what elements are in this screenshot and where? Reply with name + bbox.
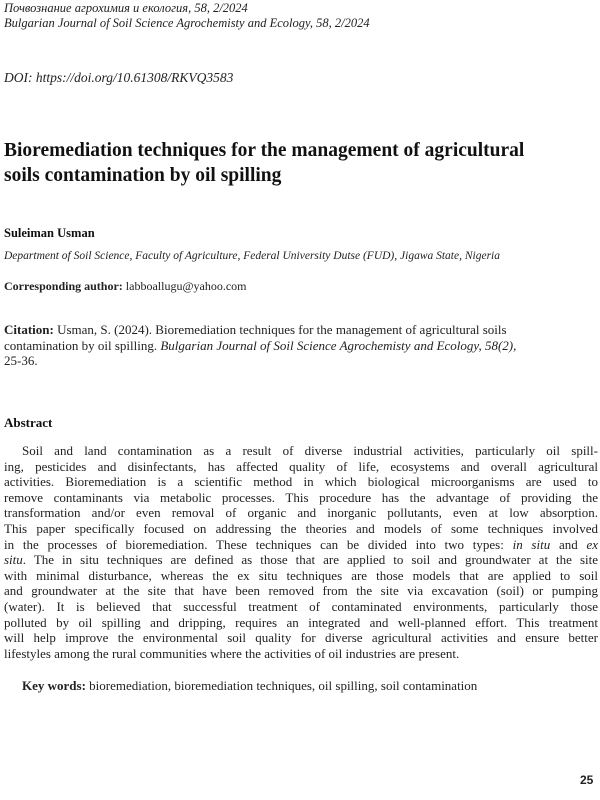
doi-link[interactable]: DOI: https://doi.org/10.61308/RKVQ3583 — [4, 70, 234, 85]
abstract-term: in situ — [512, 536, 551, 552]
abstract-line: Soil and land contamination as a result of diverse industrial activities, particularly oil spill- — [22, 443, 598, 458]
citation-text: Usman, S. (2024). Bioremediation techniques for the management of agricultural soils — [57, 322, 507, 337]
abstract-heading: Abstract — [4, 415, 53, 430]
citation-volume: 58(2), — [484, 337, 517, 353]
author-affiliation: Department of Soil Science, Faculty of Agriculture, Federal University Dutse (FUD), Jigawa State, Nigeria — [4, 250, 500, 262]
abstract-line: polluted by oil spilling and dripping, requires an integrated and well-planned effort. This treatment — [4, 614, 598, 630]
citation-line: 25-36. — [4, 353, 38, 368]
abstract-text: . The in situ techniques are defined as those that are applied to soil and groundwater at the site — [22, 552, 598, 568]
citation-text: contamination by oil spilling. — [4, 337, 158, 353]
abstract-text: in the processes of bioremediation. These techniques can be divided into two types: — [4, 536, 504, 552]
abstract-line — [4, 537, 598, 553]
abstract-line: (water). It is believed that successful treatment of contaminated environments, particularly those — [4, 598, 598, 614]
abstract-term: ex — [586, 536, 598, 552]
journal-name-bulgarian: Почвознание агрохимия и екология, 58, 2/2024 — [4, 1, 248, 15]
abstract-term: situ — [4, 552, 23, 568]
citation-journal: Bulgarian Journal of Soil Science Agrochemisty and Ecology, — [160, 337, 482, 353]
title-line: soils contamination by oil spilling — [4, 165, 282, 186]
citation-line — [4, 322, 600, 338]
article-title — [4, 138, 600, 188]
keywords-text: bioremediation, bioremediation techniques, oil spilling, soil contamination — [89, 678, 478, 693]
abstract-line: activities. Bioremediation is a scientific method in which biological microorganisms are used to — [4, 474, 598, 490]
abstract-line: remove contaminants via metabolic processes. This procedure has the advantage of providing the — [4, 489, 598, 505]
corresponding-author — [4, 279, 247, 294]
keywords-label: Key words: — [22, 678, 86, 693]
citation-label: Citation: — [4, 322, 54, 337]
abstract-line: lifestyles among the rural communities where the activities of oil industries are present. — [4, 645, 460, 661]
title-line: Bioremediation techniques for the management of agricultural — [4, 140, 525, 161]
corresponding-author-email[interactable]: labboallugu@yahoo.com — [125, 279, 247, 293]
abstract-body — [4, 443, 600, 661]
abstract-line — [4, 552, 598, 568]
corresponding-author-label: Corresponding author: — [4, 279, 123, 293]
abstract-line: This paper specifically focused on addressing the theories and models of some techniques involved — [4, 520, 598, 536]
journal-name-english: Bulgarian Journal of Soil Science Agrochemisty and Ecology, 58, 2/2024 — [4, 16, 370, 30]
author-name: Suleiman Usman — [4, 226, 95, 240]
page-number: 25 — [580, 773, 594, 787]
abstract-text: and — [558, 536, 578, 552]
keywords — [22, 678, 477, 694]
abstract-line: with minimal disturbance, whereas the ex situ techniques are those models that are applied to soil — [4, 567, 598, 583]
citation — [4, 322, 600, 369]
abstract-line: ing, pesticides and disinfectants, has affected quality of life, ecosystems and overall agricultural — [4, 458, 598, 474]
citation-line — [4, 338, 600, 354]
abstract-line: will help improve the environmental soil quality for diverse agricultural activities and ensure better — [4, 630, 598, 646]
abstract-line: transformation and/or even removal of organic and inorganic pollutants, even at low absorption. — [4, 505, 598, 521]
abstract-line: and groundwater at the site that have been removed from the site via excavation (soil) or pumping — [4, 583, 598, 599]
